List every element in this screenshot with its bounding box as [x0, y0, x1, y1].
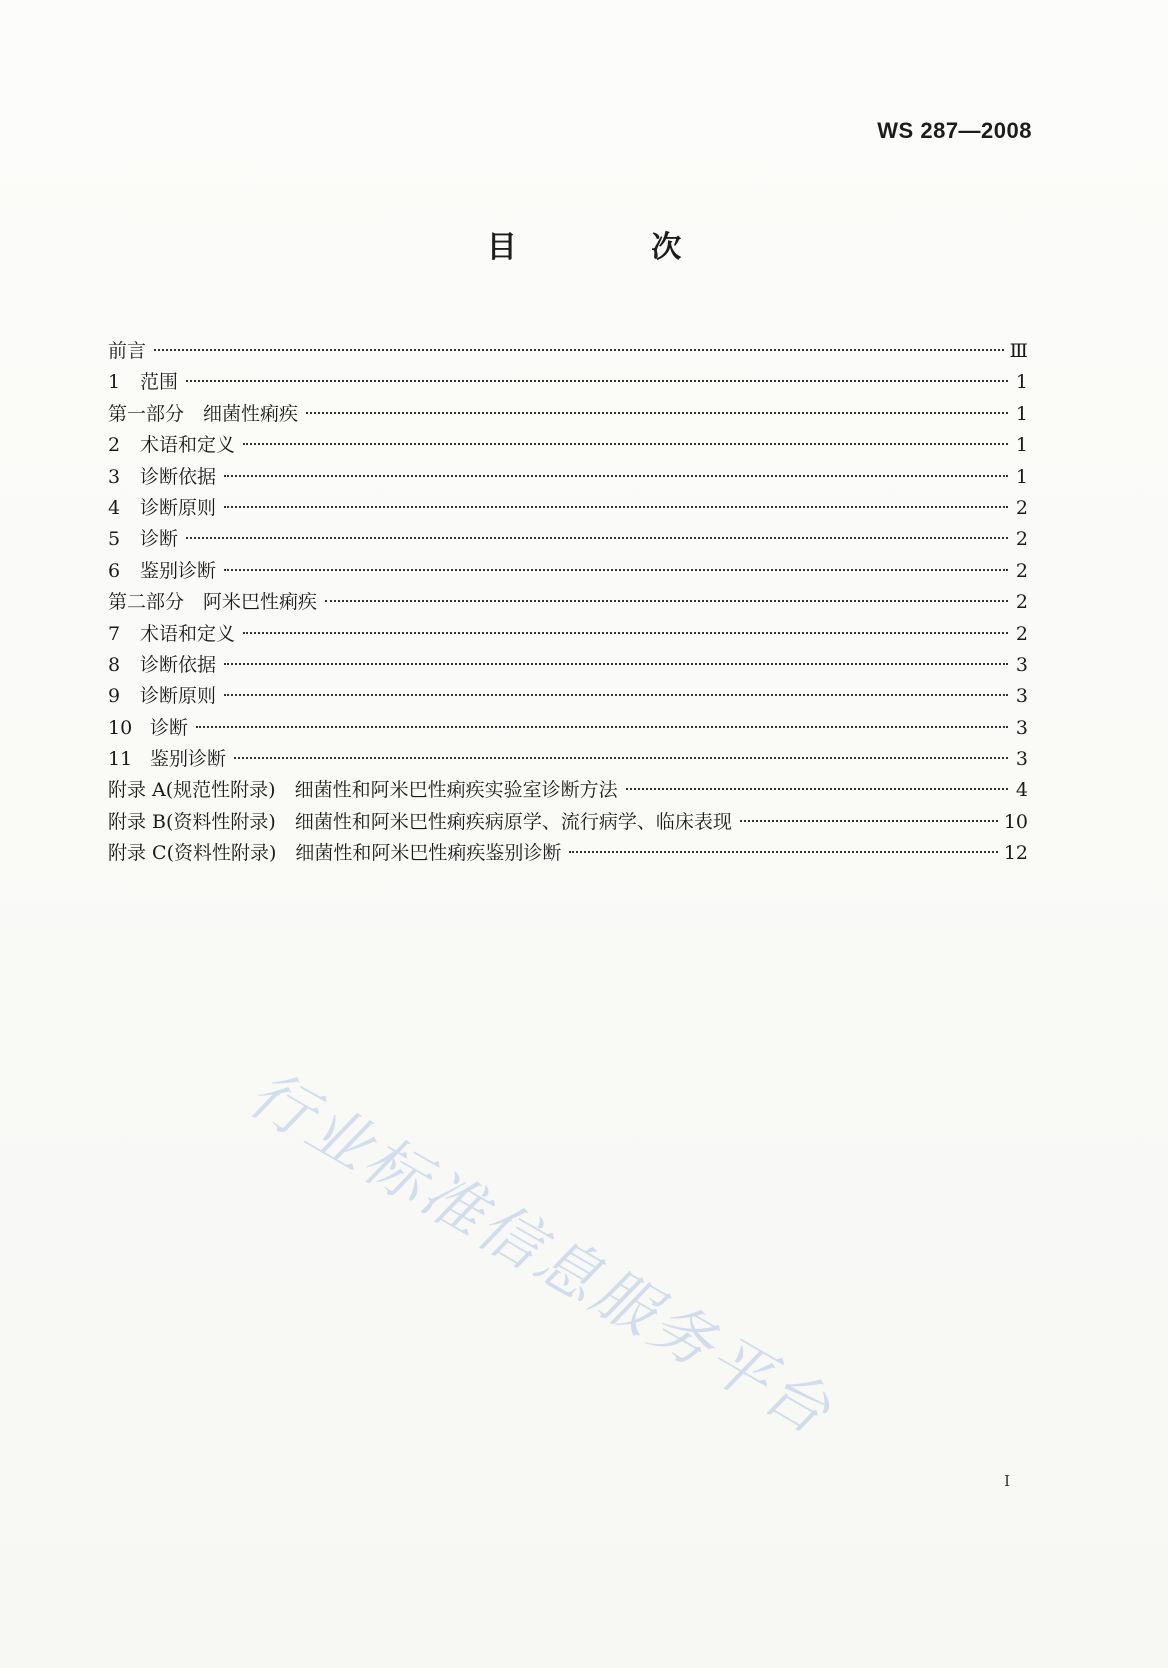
toc-entry-number: 6	[108, 559, 121, 582]
toc-entry-label: 诊断	[140, 528, 179, 551]
toc-leader-dots	[243, 632, 1008, 634]
toc-entry-part-1[interactable]	[108, 399, 1028, 430]
toc-entry-label: 鉴别诊断	[150, 748, 227, 771]
toc-leader-dots	[224, 569, 1008, 571]
toc-leader-dots	[224, 663, 1008, 665]
toc-entry-label: 诊断原则	[140, 496, 217, 519]
toc-leader-dots	[154, 349, 1004, 351]
toc-entry-9[interactable]	[108, 681, 1028, 712]
toc-entry-page: 3	[1015, 748, 1028, 771]
toc-entry-number: 4	[108, 496, 121, 519]
toc-entry-number: 8	[108, 653, 121, 676]
standard-code: WS 287—2008	[877, 118, 1032, 143]
toc-leader-dots	[626, 788, 1008, 790]
toc-title: 目 次	[486, 230, 744, 265]
toc-entry-page: 2	[1015, 559, 1028, 582]
toc-entry-label: 第二部分 阿米巴性痢疾	[108, 591, 318, 614]
toc-entry-label: 第一部分 细菌性痢疾	[108, 402, 299, 425]
toc-entry-number: 3	[108, 465, 121, 488]
toc-entry-5[interactable]	[108, 524, 1028, 555]
toc-entry-number: 9	[108, 685, 121, 708]
toc-leader-dots	[234, 757, 1008, 759]
toc-entry-page: 3	[1015, 716, 1028, 739]
toc-entry-label: 诊断依据	[140, 653, 217, 676]
toc-entry-page: 2	[1015, 496, 1028, 519]
toc-leader-dots	[569, 851, 997, 853]
toc-entry-appendix-c[interactable]	[108, 838, 1028, 869]
toc-entry-label: 术语和定义	[140, 434, 236, 457]
toc-entry-number: 11	[108, 748, 133, 771]
toc-entry-page: 1	[1015, 402, 1028, 425]
toc-entry-label: 诊断依据	[140, 465, 217, 488]
toc-entry-label: 鉴别诊断	[140, 559, 217, 582]
toc-entry-label: 附录 C(资料性附录) 细菌性和阿米巴性痢疾鉴别诊断	[108, 842, 562, 865]
toc-leader-dots	[186, 380, 1008, 382]
toc-entry-page: 2	[1015, 528, 1028, 551]
toc-entry-10[interactable]	[108, 713, 1028, 744]
toc-leader-dots	[186, 537, 1008, 539]
toc-entry-label: 术语和定义	[140, 622, 236, 645]
toc-entry-label: 诊断	[150, 716, 189, 739]
toc-entry-page: 3	[1015, 685, 1028, 708]
toc-entry-8[interactable]	[108, 650, 1028, 681]
toc-entry-number: 2	[108, 434, 121, 457]
toc-entry-6[interactable]	[108, 556, 1028, 587]
toc-entry-page: 4	[1015, 779, 1028, 802]
toc-entry-label: 诊断原则	[140, 685, 217, 708]
toc-entry-3[interactable]	[108, 462, 1028, 493]
toc-entry-appendix-b[interactable]	[108, 807, 1028, 838]
toc-entry-page: Ⅲ	[1009, 340, 1028, 362]
toc-entry-label: 前言	[108, 340, 147, 362]
toc-entry-number: 5	[108, 528, 121, 551]
watermark: 行业标准信息服务平台	[237, 1056, 846, 1450]
toc-entry-2[interactable]	[108, 430, 1028, 461]
toc-entry-page: 2	[1015, 591, 1028, 614]
toc-leader-dots	[224, 475, 1008, 477]
toc-entry-page: 10	[1003, 810, 1028, 833]
toc-entry-page: 12	[1003, 842, 1028, 865]
toc-leader-dots	[306, 412, 1008, 414]
toc-leader-dots	[196, 726, 1008, 728]
toc-entry-label: 附录 A(规范性附录) 细菌性和阿米巴性痢疾实验室诊断方法	[108, 779, 618, 802]
toc-entry-foreword[interactable]	[108, 336, 1028, 367]
page-number: I	[1004, 1472, 1010, 1490]
table-of-contents	[108, 336, 1028, 870]
toc-leader-dots	[740, 820, 998, 822]
toc-entry-7[interactable]	[108, 619, 1028, 650]
toc-entry-number: 10	[108, 716, 133, 739]
toc-entry-number: 1	[108, 371, 121, 394]
toc-entry-number: 7	[108, 622, 121, 645]
toc-entry-label: 范围	[140, 371, 179, 394]
toc-entry-1[interactable]	[108, 367, 1028, 398]
toc-leader-dots	[325, 600, 1008, 602]
toc-entry-page: 2	[1015, 622, 1028, 645]
toc-entry-page: 1	[1015, 371, 1028, 394]
toc-entry-11[interactable]	[108, 744, 1028, 775]
toc-leader-dots	[243, 443, 1008, 445]
toc-entry-appendix-a[interactable]	[108, 775, 1028, 806]
toc-entry-4[interactable]	[108, 493, 1028, 524]
toc-leader-dots	[224, 506, 1008, 508]
toc-leader-dots	[224, 694, 1008, 696]
toc-entry-page: 3	[1015, 653, 1028, 676]
toc-entry-label: 附录 B(资料性附录) 细菌性和阿米巴性痢疾病原学、流行病学、临床表现	[108, 810, 732, 833]
toc-entry-page: 1	[1015, 465, 1028, 488]
toc-entry-page: 1	[1015, 434, 1028, 457]
toc-entry-part-2[interactable]	[108, 587, 1028, 618]
